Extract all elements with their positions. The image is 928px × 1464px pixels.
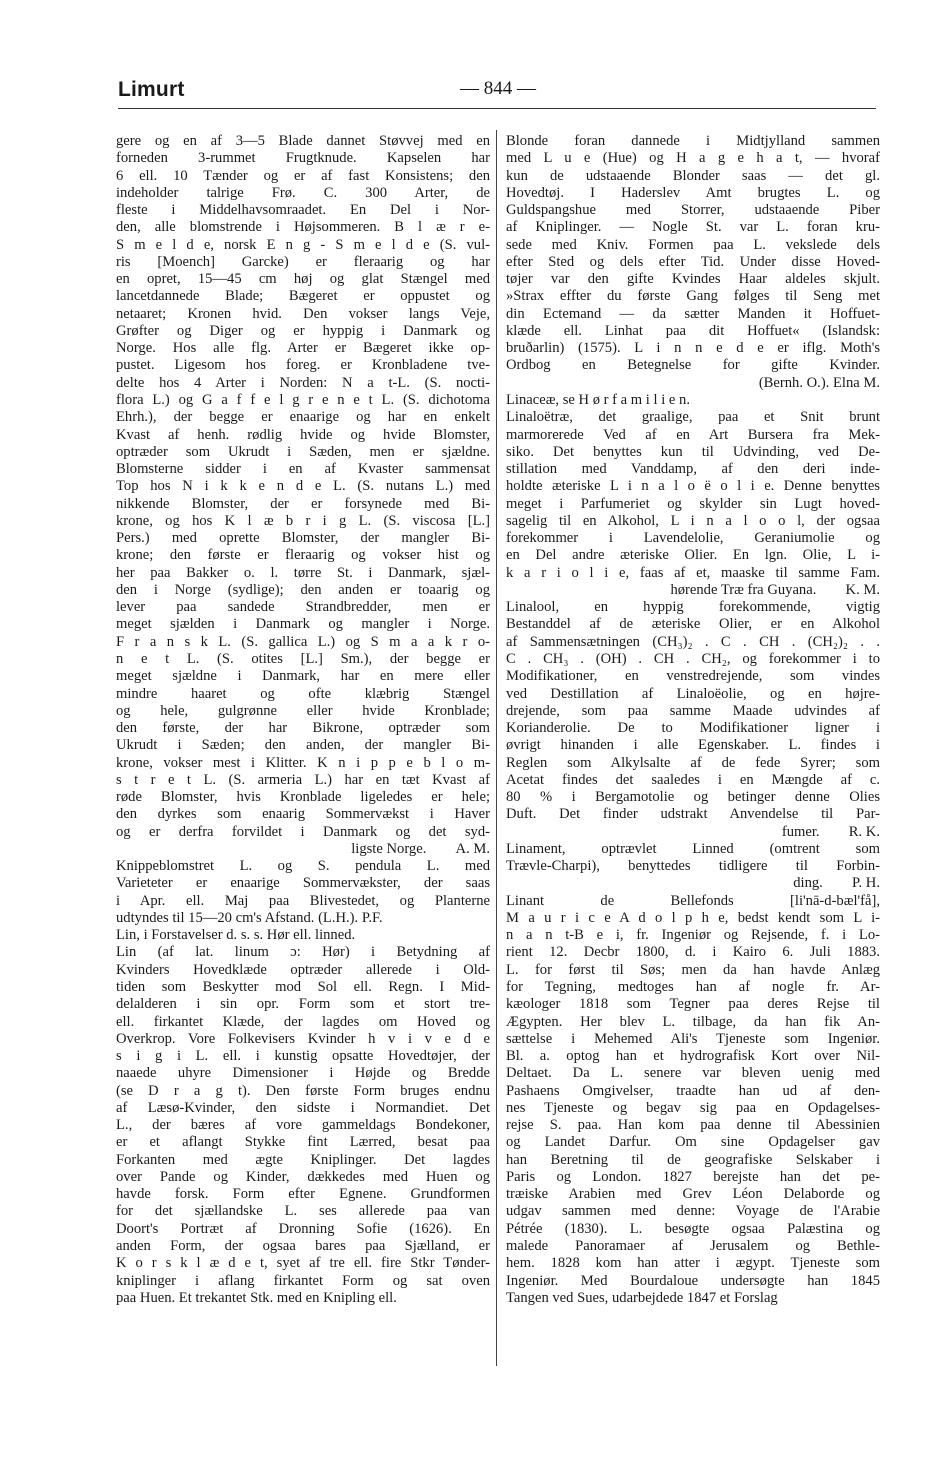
text-line: Forkanten med ægte Kniplinger. Det lagdes [116, 1151, 490, 1168]
text-line: Modifikationer, en venstredrejende, som vindes [506, 668, 880, 685]
text-line: fumer. R. K. [781, 823, 880, 840]
text-line: s t r e t L. (S. armeria L.) har en tæt Kvast af [116, 771, 490, 788]
text-line: bruðarlin) (1575). L i n n e d e er iflg. Moth's [506, 340, 880, 357]
text-line: Korianderolie. De to Modifikationer ligner i [506, 720, 880, 737]
text-line: han Beretning til de geografiske Selskaber i [506, 1151, 880, 1168]
text-line: rient 12. Decbr 1800, d. i Kairo 6. Juli 1883. [506, 944, 880, 961]
text-line: udtyndes til 15—20 cm's Afstand. (L.H.). P.F. [116, 909, 383, 926]
text-line: optræder som Ukrudt i Sæden, men er sjældne. [116, 443, 490, 460]
text-line: ris [Moench] Garcke) er fleraarig og har [116, 253, 490, 270]
text-line: s i g i L. ell. i kunstig opsatte Hovedtøjer, der [116, 1048, 490, 1065]
text-line: drejende, som paa samme Maade udvindes af [506, 702, 880, 719]
text-line: 80 % i Bergamotolie og betinger denne Olies [506, 789, 880, 806]
text-line: træiske Arabien med Grev Léon Delaborde og [506, 1186, 880, 1203]
text-line: stillation med Vanddamp, af den deri inde- [506, 461, 880, 478]
text-line: netaaret; Kronen hvid. Den vokser langs Veje, [116, 305, 490, 322]
text-line: naaede uhyre Dimensioner i Højde og Bredde [116, 1065, 490, 1082]
text-line: hørende Træ fra Guyana. K. M. [670, 581, 880, 598]
text-line: tøjer var den gifte Kvindes Haar aldeles skjult. [506, 271, 880, 288]
text-line: den, alle blomstrende i Højsommeren. B l æ r e- [116, 219, 490, 236]
text-line: kæologer 1818 som Tegner paa deres Rejse til [506, 996, 880, 1013]
text-line: hem. 1828 kom han atter i ægypt. Tjeneste som [506, 1255, 880, 1272]
text-line: paa Huen. Et trekantet Stk. med en Knipling ell. [116, 1289, 397, 1306]
text-line: meget i Parfumeriet og skylder sin Lugt hoved- [506, 495, 880, 512]
text-line: sede med Kniv. Formen paa L. vekslede dels [506, 236, 880, 253]
left-column-text [116, 133, 490, 1307]
text-line: øvrigt hinanden i alle Egenskaber. L. findes i [506, 737, 880, 754]
text-line: (se D r a g t). Den første Form bruges endnu [116, 1082, 490, 1099]
text-line: Guldspangshue med Storrer, udstaaende Piber [506, 202, 880, 219]
text-line: siko. Det benyttes kun til Udvinding, ved De- [506, 443, 880, 460]
text-line: nes Tjeneste og begav sig paa en Opdagelses- [506, 1099, 880, 1116]
text-line: Ukrudt i Sæden; den anden, der mangler Bi- [116, 737, 490, 754]
text-line: mindre haaret og ofte klæbrig Stængel [116, 685, 490, 702]
left-column [116, 133, 490, 1307]
text-line: Paris og London. 1827 berejste han det pe- [506, 1168, 880, 1185]
text-line: udgav sammen med denne: Voyage de l'Arabie [506, 1203, 880, 1220]
text-line: Linament, optrævlet Linned (omtrent som [506, 840, 880, 857]
page-header [118, 74, 876, 110]
text-line: kun de udstaaende Blonder saas — det gl. [506, 167, 880, 184]
text-line: din Ectemand — da sætter Manden it Hoffuet- [506, 305, 880, 322]
text-line: Ægypten. Her blev L. tilbage, da han fik An- [506, 1013, 880, 1030]
text-line: pustet. Ligesom hos foreg. er Kronbladene tve- [116, 357, 490, 374]
text-line: Linant de Bellefonds [li'nā-d-bæl'få], [506, 892, 880, 909]
text-line: Blonde foran dannede i Midtjylland sammen [506, 133, 880, 149]
text-line: flora L.) og G a f f e l g r e n e t L. (S. dichotoma [116, 391, 490, 408]
text-line: den dyrkes som enaarig Sommervækst i Haver [116, 806, 490, 823]
text-line: krone; den første er fleraarig og vokser hist og [116, 547, 490, 564]
text-line: lever paa sandede Strandbredder, men er [116, 599, 490, 616]
text-line: S m e l d e, norsk E n g - S m e l d e (S. vul- [116, 236, 490, 253]
text-line: Reglen som Alkylsalte af de fede Syrer; som [506, 754, 880, 771]
text-line: sagelig til en Alkohol, L i n a l o o l, der ogsaa [506, 512, 880, 529]
text-line: af Læsø-Kvinder, den sidste i Normandiet. Det [116, 1099, 490, 1116]
text-line: n a n t-B e i, fr. Ingeniør og Rejsende, f. i Lo- [506, 927, 880, 944]
text-line: havde forsk. Form efter Egnene. Grundformen [116, 1186, 490, 1203]
text-line: meget sjælden i Danmark og mangler i Norge. [116, 616, 490, 633]
text-line: af Kniplinger. — Nogle St. var L. foran kru- [506, 219, 880, 236]
text-line: af Sammensætningen (CH₃)₂ . C . CH . (CH₂)₂ . . [506, 633, 880, 650]
text-line: ligste Norge. A. M. [351, 840, 490, 857]
text-line: forneden 3-rummet Frugtknude. Kapselen har [116, 150, 490, 167]
text-line: 6 ell. 10 Tænder og er af fast Konsistens; den [116, 167, 490, 184]
text-line: Pers.) med oprette Blomster, der mangler Bi- [116, 530, 490, 547]
text-line: Doort's Portræt af Dronning Sofie (1626). En [116, 1220, 490, 1237]
right-column-text [506, 133, 880, 1307]
text-line: C . CH₃ . (OH) . CH . CH₂, og forekommer i to [506, 650, 880, 667]
text-line: her paa Bakker o. l. tørre St. i Danmark, sjæl- [116, 564, 490, 581]
text-line: Bestanddel af de æteriske Olier, er en Alkohol [506, 616, 880, 633]
text-line: ding. P. H. [793, 875, 880, 892]
text-line: lancetdannede Blade; Bægeret er oppustet og [116, 288, 490, 305]
text-line: »Strax effter du første Gang følges til Seng met [506, 288, 880, 305]
text-line: k a r i o l i e, faas af et, maaske til samme Fam. [506, 564, 880, 581]
text-line: gere og en af 3—5 Blade dannet Støvvej med en [116, 133, 490, 149]
text-line: Knippeblomstret L. og S. pendula L. med [116, 858, 490, 875]
text-line: røde Blomster, hvis Kronblade ligeledes er hele; [116, 789, 490, 806]
text-line: med L u e (Hue) og H a g e h a t, — hvoraf [506, 150, 880, 167]
text-line: Lin (af lat. linum ɔ: Hør) i Betydning af [116, 944, 490, 961]
text-line: indeholder talrige Frø. C. 300 Arter, de [116, 184, 490, 201]
text-line: Acetat findes det saaledes i en Mængde af c. [506, 771, 880, 788]
right-column [506, 133, 880, 1307]
text-line: Duft. Det finder udstrakt Anvendelse til Par- [506, 806, 880, 823]
text-line: nikkende Blomster, der er forsynede med Bi- [116, 495, 490, 512]
text-line: Kvinders Hovedklæde optræder allerede i Old- [116, 961, 490, 978]
text-line: delalderen i sin opr. Form som et stort tre- [116, 996, 490, 1013]
header-rule [118, 108, 876, 109]
text-line: Deltaet. Da L. senere var bleven uenig med [506, 1065, 880, 1082]
text-line: den i Norge (sydlige); den anden er toaarig og [116, 581, 490, 598]
text-line: meget sjældne i Danmark, har en mere eller [116, 668, 490, 685]
text-line: n e t L. (S. otites [L.] Sm.), der begge er [116, 650, 490, 667]
text-line: M a u r i c e A d o l p h e, bedst kendt som L i- [506, 909, 880, 926]
text-line: for Tegning, medtoges han af nogle fr. Ar- [506, 979, 880, 996]
column-divider [496, 130, 497, 1366]
text-line: kniplinger i aflang firkantet Form og sat oven [116, 1272, 490, 1289]
text-line: og Landet Darfur. Om sine Opdagelser gav [506, 1134, 880, 1151]
text-line: Hovedtøj. I Haderslev Amt brugtes L. og [506, 184, 880, 201]
text-line: Trævle-Charpi), benyttedes tidligere til Forbin- [506, 858, 880, 875]
page-number: — 844 — [460, 78, 536, 99]
text-line: krone, og hos K l æ b r i g L. (S. viscosa [L.] [116, 512, 490, 529]
text-line: Top hos N i k k e n d e L. (S. nutans L.) med [116, 478, 490, 495]
text-line: Lin, i Forstavelser d. s. s. Hør ell. linned. [116, 927, 356, 944]
text-line: efter Sted og dels efter Tid. Under disse Hoved- [506, 253, 880, 270]
text-line: Blomsterne sidder i en af Kvaster sammensat [116, 461, 490, 478]
text-line: sættelse i Mehemed Ali's Tjeneste som Ingeniør. [506, 1030, 880, 1047]
text-line: Grøfter og Diger og er hyppig i Danmark og [116, 322, 490, 339]
text-line: over Pande og Kinder, dækkedes med Huen og [116, 1168, 490, 1185]
text-line: klæde ell. Linhat paa dit Hoffuet« (Islandsk: [506, 322, 880, 339]
text-line: Bl. a. optog han et hydrografisk Kort over Nil- [506, 1048, 880, 1065]
text-line: delte hos 4 Arter i Norden: N a t-L. (S. nocti- [116, 374, 490, 391]
text-line: for det sjællandske L. ses allerede paa van [116, 1203, 490, 1220]
text-line: Linaceæ, se H ø r f a m i l i e n. [506, 391, 690, 408]
text-line: Tangen ved Sues, udarbejdede 1847 et Forslag [506, 1289, 778, 1306]
text-line: en opret, 15—45 cm høj og glat Stængel med [116, 271, 490, 288]
text-line: Varieteter er enaarige Sommervækster, der saas [116, 875, 490, 892]
text-line: rejse S. paa. Han kom paa denne til Abessinien [506, 1117, 880, 1134]
text-line: Norge. Hos alle flg. Arter er Bægeret ikke op- [116, 340, 490, 357]
text-line: L. for først til Søs; men da han havde Anlæg [506, 961, 880, 978]
text-line: i Apr. ell. Maj paa Blivestedet, og Planterne [116, 892, 490, 909]
text-line: er et aflangt Stykke fint Lærred, besat paa [116, 1134, 490, 1151]
text-line: ved Destillation af Linaloëolie, og en højre- [506, 685, 880, 702]
text-line: Overkrop. Vore Folkevisers Kvinder h v i v e d e [116, 1030, 490, 1047]
text-line: og hele, gulgrønne eller hvide Kronblade; [116, 702, 490, 719]
text-line: Pétrée (1830). L. besøgte ogsaa Palæstina og [506, 1220, 880, 1237]
text-line: tiden som Beskytter mod Sol ell. Regn. I Mid- [116, 979, 490, 996]
text-line: Pashaens Omgivelser, traadte han ud af den- [506, 1082, 880, 1099]
text-line: Ordbog en Betegnelse for gifte Kvinder. [506, 357, 880, 374]
text-line: en Del andre æteriske Olier. En lgn. Olie, L i- [506, 547, 880, 564]
text-line: krone, vokser mest i Klitter. K n i p p e b l o m- [116, 754, 490, 771]
text-line: (Bernh. O.). Elna M. [729, 374, 880, 391]
text-line: Linaloëtræ, det graalige, paa et Snit brunt [506, 409, 880, 426]
text-line: malede Panoramaer af Jerusalem og Bethle- [506, 1238, 880, 1254]
text-line: fleste i Middelhavsomraadet. En Del i Nor- [116, 202, 490, 219]
text-line: Ingeniør. Med Bourdaloue undersøgte han 1845 [506, 1272, 880, 1289]
running-head: Limurt [118, 78, 185, 101]
text-line: ell. firkantet Klæde, der lagdes om Hoved og [116, 1013, 490, 1030]
text-line: Kvast af henh. rødlig hvide og hvide Blomster, [116, 426, 490, 443]
text-line: F r a n s k L. (S. gallica L.) og S m a a k r o- [116, 633, 490, 650]
text-line: Ehrh.), der begge er enaarige og har en enkelt [116, 409, 490, 426]
text-line: holdte æteriske L i n a l o ë o l i e. Denne benyttes [506, 478, 880, 495]
text-line: marmorerede Ved af en Art Bursera fra Mek- [506, 426, 880, 443]
text-line: og er derfra forvildet i Danmark og det syd- [116, 823, 490, 840]
text-line: forekommer i Lavendelolie, Geraniumolie og [506, 530, 880, 547]
text-line: den første, der har Bikrone, optræder som [116, 720, 490, 737]
text-line: K o r s k l æ d e t, syet af tre ell. fire Stkr Tønder- [116, 1255, 490, 1272]
text-line: L., der bæres af vore gammeldags Bondekoner, [116, 1117, 490, 1134]
text-line: Linalool, en hyppig forekommende, vigtig [506, 599, 880, 616]
text-line: anden Form, der ogsaa bares paa Sjælland, er [116, 1238, 490, 1254]
